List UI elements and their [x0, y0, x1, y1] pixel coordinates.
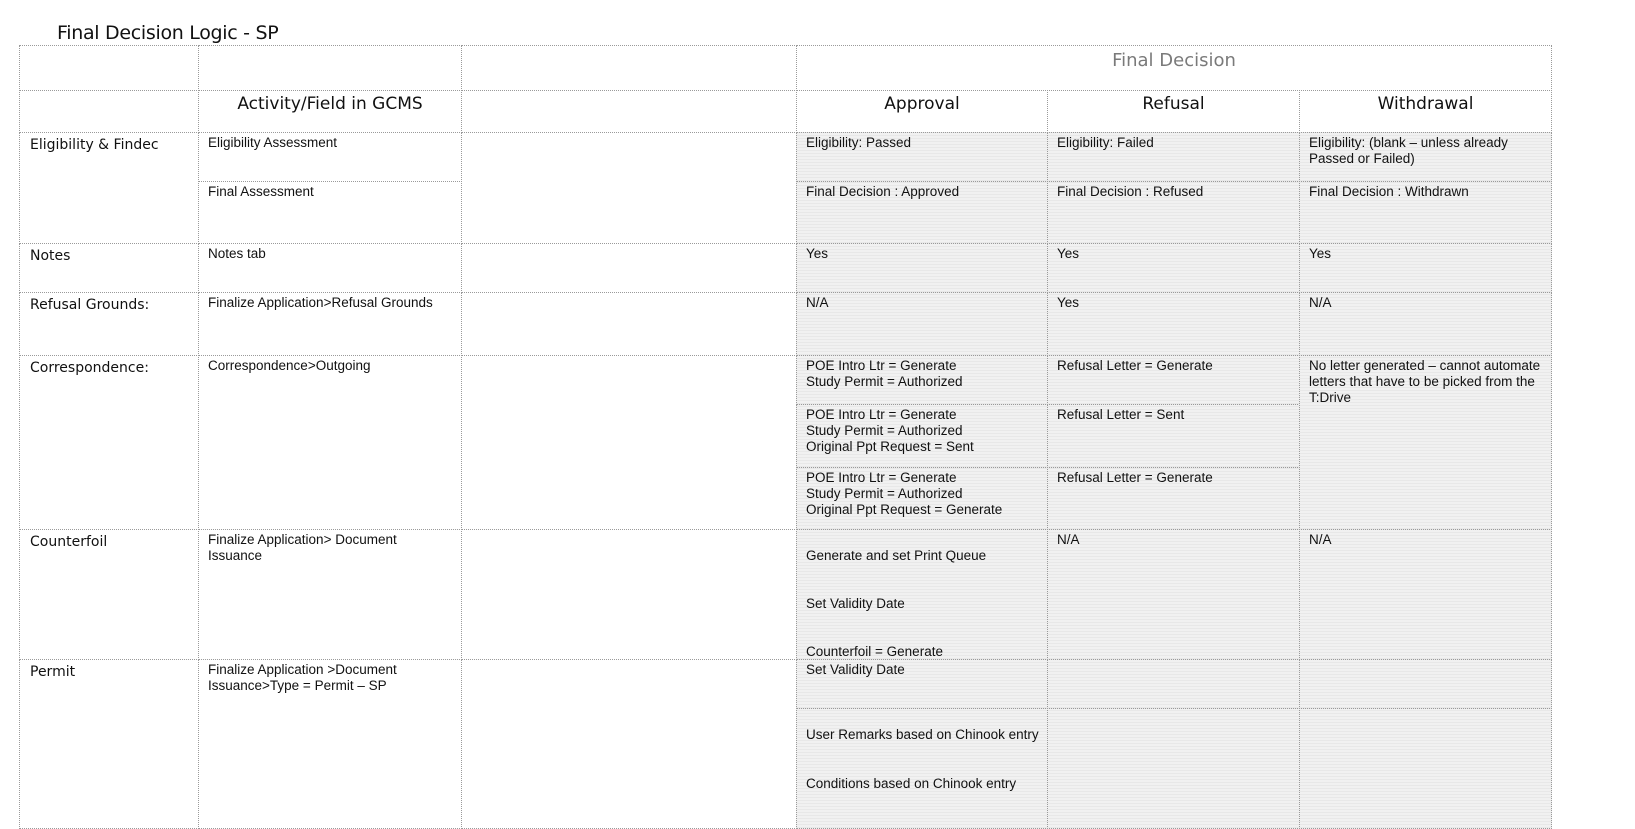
withdrawal-eligibility: Eligibility: (blank – unless already Passed or Failed) — [1299, 132, 1552, 182]
approval-counterfoil-line: Counterfoil = Generate — [806, 644, 943, 659]
refusal-correspondence-1: Refusal Letter = Generate — [1047, 355, 1300, 405]
approval-counterfoil-line: Set Validity Date — [806, 596, 905, 611]
withdrawal-correspondence: No letter generated – cannot automate letters that have to be picked from the T:Drive — [1299, 355, 1552, 530]
withdrawal-permit-1 — [1299, 659, 1552, 709]
activity-field-header — [198, 90, 462, 133]
activity-eligibility-assessment: Eligibility Assessment — [198, 132, 462, 182]
refusal-final-decision: Final Decision : Refused — [1047, 181, 1300, 244]
withdrawal-counterfoil: N/A — [1299, 529, 1552, 660]
approval-counterfoil-line: Generate and set Print Queue — [806, 548, 987, 563]
approval-permit-2 — [796, 708, 1048, 829]
blank-col3-eligibility — [461, 132, 797, 244]
final-decision-label: Final Decision — [1112, 50, 1236, 71]
approval-notes: Yes — [796, 243, 1048, 293]
activity-counterfoil: Finalize Application> Document Issuance — [198, 529, 462, 660]
approval-header — [796, 90, 1048, 133]
approval-counterfoil — [796, 529, 1048, 660]
page-title: Final Decision Logic - SP — [57, 22, 279, 44]
blank-col3-permit — [461, 659, 797, 829]
refusal-correspondence-2: Refusal Letter = Sent — [1047, 404, 1300, 468]
approval-permit-line: Conditions based on Chinook entry — [806, 776, 1017, 791]
header-blank-col2 — [198, 45, 462, 91]
approval-final-decision: Final Decision : Approved — [796, 181, 1048, 244]
refusal-label: Refusal — [1142, 94, 1205, 114]
approval-refusal-grounds: N/A — [796, 292, 1048, 356]
row-label-notes: Notes — [19, 243, 199, 293]
blank-col3-notes — [461, 243, 797, 293]
row-label-eligibility: Eligibility & Findec — [19, 132, 199, 244]
refusal-eligibility: Eligibility: Failed — [1047, 132, 1300, 182]
withdrawal-notes: Yes — [1299, 243, 1552, 293]
refusal-counterfoil: N/A — [1047, 529, 1300, 660]
refusal-correspondence-3: Refusal Letter = Generate — [1047, 467, 1300, 530]
activity-field-label: Activity/Field in GCMS — [237, 94, 423, 114]
approval-correspondence-1: POE Intro Ltr = Generate Study Permit = Authorized — [796, 355, 1048, 405]
final-decision-header — [796, 45, 1552, 91]
refusal-permit-2 — [1047, 708, 1300, 829]
header-blank-col1 — [19, 45, 199, 91]
header2-blank-col3 — [461, 90, 797, 133]
withdrawal-final-decision: Final Decision : Withdrawn — [1299, 181, 1552, 244]
row-label-correspondence: Correspondence: — [19, 355, 199, 530]
row-label-counterfoil: Counterfoil — [19, 529, 199, 660]
refusal-notes: Yes — [1047, 243, 1300, 293]
blank-col3-correspondence — [461, 355, 797, 530]
header-blank-col3 — [461, 45, 797, 91]
activity-permit: Finalize Application >Document Issuance>Type = Permit – SP — [198, 659, 462, 829]
blank-col3-counterfoil — [461, 529, 797, 660]
activity-correspondence: Correspondence>Outgoing — [198, 355, 462, 530]
header2-blank-col1 — [19, 90, 199, 133]
withdrawal-label: Withdrawal — [1377, 94, 1474, 114]
refusal-refusal-grounds: Yes — [1047, 292, 1300, 356]
withdrawal-refusal-grounds: N/A — [1299, 292, 1552, 356]
withdrawal-header — [1299, 90, 1552, 133]
row-label-permit: Permit — [19, 659, 199, 829]
blank-col3-refusal-grounds — [461, 292, 797, 356]
approval-label: Approval — [884, 94, 960, 114]
approval-correspondence-2: POE Intro Ltr = Generate Study Permit = Authorized Original Ppt Request = Sent — [796, 404, 1048, 468]
approval-eligibility: Eligibility: Passed — [796, 132, 1048, 182]
activity-notes: Notes tab — [198, 243, 462, 293]
refusal-permit-1 — [1047, 659, 1300, 709]
activity-final-assessment: Final Assessment — [198, 181, 462, 244]
withdrawal-permit-2 — [1299, 708, 1552, 829]
activity-refusal-grounds: Finalize Application>Refusal Grounds — [198, 292, 462, 356]
approval-correspondence-3: POE Intro Ltr = Generate Study Permit = Authorized Original Ppt Request = Generate — [796, 467, 1048, 530]
approval-permit-line: User Remarks based on Chinook entry — [806, 727, 1039, 742]
row-label-refusal-grounds: Refusal Grounds: — [19, 292, 199, 356]
refusal-header — [1047, 90, 1300, 133]
approval-permit-1: Set Validity Date — [796, 659, 1048, 709]
